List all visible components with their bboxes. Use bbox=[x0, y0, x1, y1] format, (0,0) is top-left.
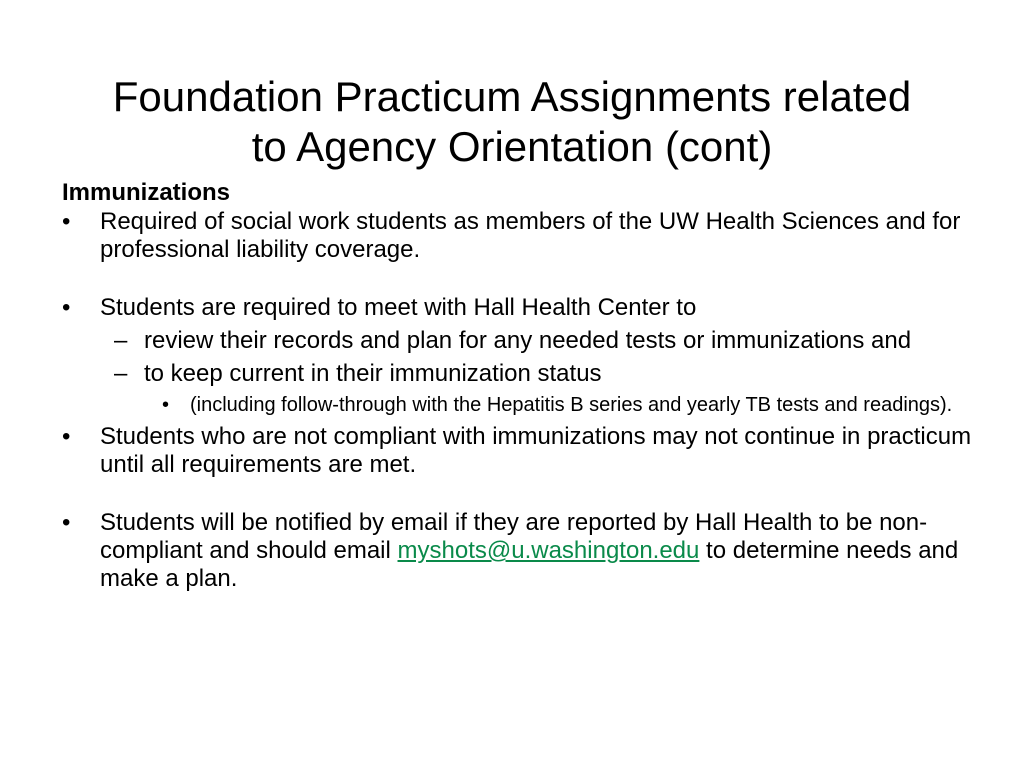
dash-icon: – bbox=[114, 327, 128, 354]
sub-list-item bbox=[62, 327, 972, 355]
list-item-text: Students are required to meet with Hall Health Center to bbox=[100, 294, 697, 321]
notify-text-before: Students will be notified by email if they are reported by Hall Health to be non-compliant and should email bbox=[100, 509, 928, 564]
bullet-icon: • bbox=[162, 394, 170, 416]
sub-list-item-text: to keep current in their immunization status bbox=[144, 360, 602, 387]
bullet-icon: • bbox=[62, 208, 71, 235]
title-line-2: to Agency Orientation (cont) bbox=[251, 123, 773, 171]
list-item bbox=[62, 294, 972, 322]
list-item bbox=[62, 208, 972, 264]
dash-icon: – bbox=[114, 360, 128, 387]
bullet-icon: • bbox=[62, 509, 71, 536]
sub-list-item-text: review their records and plan for any needed tests or immunizations and bbox=[144, 327, 912, 354]
bullet-icon: • bbox=[62, 294, 71, 321]
title-line-1: Foundation Practicum Assignments related bbox=[112, 73, 912, 121]
sub-sub-list-item bbox=[62, 393, 972, 418]
email-link[interactable]: myshots@u.washington.edu bbox=[397, 537, 700, 564]
list-item bbox=[62, 509, 972, 593]
slide-body bbox=[62, 178, 972, 593]
notify-text-after: to determine needs and make a plan. bbox=[100, 537, 959, 592]
section-heading: Immunizations bbox=[62, 179, 231, 206]
list-item-text: Students who are not compliant with immunizations may not continue in practicum until all requirements are met. bbox=[100, 423, 972, 478]
sub-list-item bbox=[62, 360, 972, 388]
sub-sub-list-item-text: (including follow-through with the Hepatitis B series and yearly TB tests and readings). bbox=[190, 394, 953, 416]
list-item-text: Required of social work students as members of the UW Health Sciences and for professional liability coverage. bbox=[100, 208, 961, 263]
bullet-icon: • bbox=[62, 423, 71, 450]
list-item-text bbox=[100, 509, 958, 592]
list-item bbox=[62, 423, 972, 479]
slide-title bbox=[60, 72, 964, 172]
